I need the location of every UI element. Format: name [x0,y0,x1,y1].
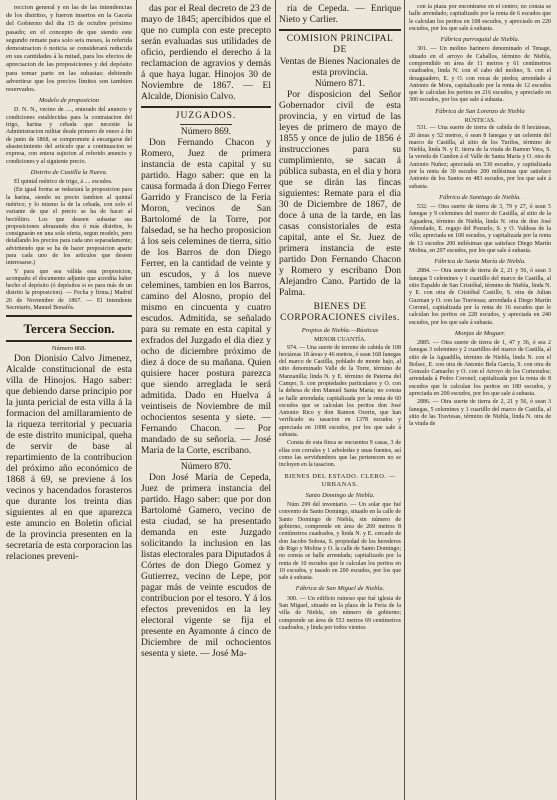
section-heading: Monjas de Moguer. [454,329,506,337]
column-rule [136,0,137,800]
paragraph: 974. — Una suerte de terreno de cabida de 108 hectáreas 18 áreas y 46 metros, ó sean 168 fanegas del marco de Castilla, poblado de monte bajo, al sitio denominado Valle de la Torre, término de Manzanilla; linda N. y E. término de Paterna del Campo, S. con propiedades particulares y O. con la dehesa de don Manuel Santa María; no consta se halle arrendada; capitalizada por la renta de 60 escudos que se calculan los peritos don José Antonio Rico y don Ramon Ocerin, que han verificado su tasacion en 1378 escudos y apreciada en 1008 escudos, por los que sale á subasta. [279,344,401,439]
paragraph: 300. — Un edificio ruinoso que fué iglesia de San Miguel, situado en la plaza de la Feria de la villa de Niebla, sin número de gobierno; comprende un área de 553 metros 69 centímetros cuadrados, y linda por todos vientos [279,595,401,631]
paragraph: reccion general y en las de las intendencias de los distritos, y fueron insertos en la Gaceta del Gobierno del dia 15 de octubre próximo pasado; en el concepto de que siendo este segundo remate para solo seis meses, la referida demostracion ó noticia se considerará reducida en sus cantidades á la mitad, para los efectos de apreciacion de las proposiciones y del depósito para tomar parte en las subastas: debiendo advertirse que los precios límites son tambien reservados. [6,4,132,94]
paragraph: D. N. N., vecino de ...., enterado del anuncio y condiciones establecidas para la contratacion del trigo, harina y cebada que necesite la Administracion militar desde primero de enero á fin de junio de 1868, se compromete á encargarse del abastecimiento del artículo que a continuacion se expresa, con entera sujecion al referido anuncio y condiciones y al siguiente precio. [6,107,132,165]
paragraph: Don Dionisio Calvo Jimenez, Alcalde constitucional de esta villa de Hinojos. Hago saber: que debiendo darse principio por la junta pericial de esta villa á la formacion del amillaramiento de la riqueza territorial y pecuaria de este distrito municipal, queha de servir de base al repartimiento de la contribucion del próximo año económico de 1868 á 69, se previene á los vecinos y hacendados forasteros que durante los treinta dias siguientes al en que aparezca este anuncio en Boletin oficial de la provincia presenten en la secretaría de esta corporacion las relaciones preveni- [6,353,132,562]
section-heading: Fábrica de Santiago de Niebla. [439,193,521,201]
paragraph: 2885. — Otra suerte de tierra de 1, 47 y 36, ó sea 2 fanegas 3 celemines y 2 cuartillos del marco de Castilla, al sitio de la Aguadilla, término de Niebla, linda N. con el Bolsec, E. con otra de Antonio Bela García, S. con otra de Gonzalo Camacho y O. con el Arroyo de los Cortezudos; arrendada á Pedro Coronel; capitalizada por la renta de 8 escudos que le calculan los peritos en 180 escudos, y apreciada en 200 escudos, por los que sale á subasta. [409,340,551,398]
paragraph: 532. — Otra suerte de tierra de 3, 79 y 27, ó sean 5 fanegas y 9 celemines del marco de Castilla, al sitio de la Aguadera, término de Niebla, linda N. otra de don José Abreulado, E. regajo del Pozuelo, S. y O. Valdeas de la villa; apreciada en 100 escudos, y capitalizada por la renta de 13 escudos 200 milésimas que satisface Diego Martín Molina, en 297 escudos, por los que sale á subasta. [409,204,551,254]
paragraph: (En igual forma se redactará la proposicion para la harina, siendo su precio tambien al quintal métrico; y lo mismo la de la cebada, con solo el variante de que el precio se ha de hacer al hectólitro. Los que deseen subastar sus proposiciones abrazando dos ó más distritos, lo consignarán en una sola oferta, segun modelo, pero detallando los precios para cada uno separadamente; advirtiendo que se ha de hacer proposicion aparte para cada uno de los artículos que deseen interesarse.) [6,187,132,267]
section-title: JUZGADOS. [175,111,237,121]
paragraph: El quintal métrico de trigo, á .... escudos. [14,179,113,186]
section-heading: RÚSTICAS. [464,117,496,124]
section-heading: Distrito de Castilla la Nueva. [30,168,108,176]
divider [180,124,232,125]
paragraph: Y para que sea válida esta proposicion, acompaño el documento adjunto que acredita haber hecho el depósito (ó depósitos si es para más de un distrito la proposicion). — Fecha y firma.) Madrid 26 de Noviembre de 1867. — El Intendente Secretario, Manuel Bonafós. [6,268,132,312]
column-2 [141,4,271,796]
column-1 [6,4,132,796]
item-number: Número 871. [314,79,366,89]
item-number: Número 870. [180,462,232,472]
divider [6,315,132,317]
section-heading: Modelo de proposicion [38,97,100,105]
section-heading: BIENES DE CORPORACIONES civiles. [280,302,400,323]
paragraph: 2884. — Otra suerte de tierra de 2, 21 y 56, ó sean 3 fanegas 5 celemines y 1 cuartillo del marco de Castilla, al sitio Espaldo de San Cristóbal, término de Niebla, linda N. y E. con otra de Cristóbal Castillo, S. otra de Julian Guzman y O. con las Traviesas; arrendada á Diego Martín Coronel, capitalizada por la renta de 16 escudos que le calculan los peritos en 228 escudos, y apreciada en 240 escudos, por los que sale á subasta. [409,268,551,326]
column-rule [404,0,405,800]
section-title: Tercera Seccion. [23,321,115,337]
section-heading: Fábrica de San Lorenzo de Niebla [435,107,525,115]
divider [6,340,132,342]
section-heading: Fábrica de Santa María de Niebla. [434,258,526,266]
paragraph: Consta de esta finca se encuentra 9 casas, 3 de ellas con corrales y 1 arboledas y unas fuentes, así como las servidumbres que las pertenecen no se incluyen en la tasacion. [279,440,401,469]
paragraph: das por el Real decreto de 23 de mayo de 1845; apercibidos que el que no cumpla con este precepto serán evaluadas sus utilidades de oficio, perdiendo el derecho á la reclamacion de agravios y demás á que haya lugar. Hinojos 30 de Noviembre de 1867. — El Alcalde, Dionisio Calvo. [141,4,271,102]
paragraph: con la plaza por encontrarse en el centro; no consta se halle arrendado; capitalizado por la renta de 6 escudos que le calculan los peritos en 108 escudos, y apreciado en 220 escudos, por los que sale á subasta. [409,4,551,32]
section-title: COMISION PRINCIPAL DE [286,34,394,55]
divider [141,106,271,108]
paragraph: Núm 299 del inventario. — Un solar que fué convento de Santo Domingo, situado en la calle de Santo Domingo de Niebla, sin número de gobierno, comprende en área de 269 metros 8 centímetros cuadrados, y linda N. y E. cercado de don Jacobo Sobota, S. propiedad de los herederos de Rigo y Molina y O. la calle de Santo Domingo; no consta se halle arrendada; capitalizado por la renta de 10 escudos que le calculan los peritos en 10 escudos, y tasado en 200 escudos, por los que sale á subasta. [279,502,401,582]
section-heading: Propios de Niebla.—Rústicas [301,327,379,334]
section-subtitle: Ventas de Bienes Nacionales de esta provincia. [279,57,401,78]
section-heading: MENOR CUANTÍA. [314,337,366,344]
paragraph: 2886. — Otra suerte de tierra de 2, 21 y 56, ó sean 3 fanegas, 5 celemines y 1 cuartillo del marco de Castilla, al sitio de las Traviesas, término de Niebla, linda N. otra de la viuda de [409,399,551,428]
section-heading: Fábrica de San Miguel de Niebla. [295,585,385,593]
paragraph: ría de Cepeda. — Enrique Nieto y Carlier. [279,4,401,25]
divider [180,459,232,460]
divider [279,29,401,31]
column-4 [409,4,551,796]
paragraph: Por disposicion del Señor Gobernador civil de esta provincia, y en virtud de las leyes de primero de mayo de 1855 y once de julio de 1856 é instrucciones para su cumplimiento, se sacan á pública subasta, en el dia y hora que se dirán las fincas siguientes: Remate para el dia 30 de Diciembre de 1867, de doce á una de la tarde, en las casas consistoriales de esta capital, ante el Sr. Juez de primera instancia de este partido Don Fernando Chacon y Romero y escribano Don Alejandro Cano. Partido de la Palma. [279,90,401,298]
paragraph: 301. — Un molino harinero denominado el Tenage, situado en el arroyo de Caballos, término de Niebla, comprendido en área de 11 metros y 61 centímetros cuadrados, linda N. con el cabo del molino, S. con el desaguadero, E. y O. con rocas de piedra; arrendado á Antonio de Mora, capitalizado por la renta de 12 escudos que le calculan los peritos en 216 escudos, y apreciado en 300 escudos, por los que sale á subasta. [409,46,551,104]
paragraph: 531. — Una suerte de tierra de cabida de 8 hectáreas, 20 áreas y 52 metros, ó sean 8 fanegas y un celemin del marco de Castilla, al sitio de los Turilos, término de Niebla, linda N. y E. tierra de la viuda de Ramon Vera, S. la vereda de Candon á el Valle de Santa María y O. otra de Antonio Nuñez; apreciada en 530 escudos, y capitalizada por la renta de 30 escudos 200 milésimas que satisface Antonio de los Santos en 483 escudos, por los que sale á subasta. [409,125,551,190]
item-number: Número 868. [51,345,87,353]
section-heading: Fábrica parroquial de Niebla. [440,36,520,44]
paragraph: Don José María de Cepeda, Juez de primera instancia del partido. Hago saber: que por don Bartolomé Gamero, vecino de esta ciudad, se ha presentado demanda en este Juzgado solicitando la inclusion en las listas electorales para Diputados á Córtes de don Diego Gomez y Gutierrez, vecino de Lepe, por pagar más de veinte escudos de contribucion por el tesoro. Y á los efectos prevenidos en la ley electoral vigente se fija el presente en Ayamonte á cinco de Diciembre de mil ochocientos sesenta y siete. — José Ma- [141,473,271,659]
column-rule [275,0,276,800]
column-3 [279,4,401,796]
section-heading: BIENES DEL ESTADO. CLERO. —URBANAS. [284,472,396,488]
item-number: Número 869. [180,127,232,137]
paragraph: Don Fernando Chacon y Romero, Juez de primera instancia de esta capital y su partido. Hago saber: que en la causa formada á don Diego Ferrer Garrido y Francisco de la Feria Moron, vecinos de San Bartolomé de la Torre, por falsedad, se ha hecho proposicion á los seis celemines de tierra, sitio de los Barros de don Diego Ferrer, en la cantidad de veinte y un escudos, y á los nueve celemines, tambien en los Barros, camino del Alosno, propio del mismo en cincuenta y cuatro escudos. Admitida, se señalado para su remate en esta capital y exfrados del Juzgado el dia diez y ocho de diciembre próximo de diez á doce de su mañana. Quien quisiere hacer postura parezca que siendo arreglada le será admitida. Dado en Huelva á veintiseis de Noviembre de mil ochocientos sesenta y siete. — Fernando Chacon. — Por mandado de su señoría. — José María de la Corte, escribano. [141,138,271,456]
section-heading: Santo Domingo de Niebla. [305,491,375,499]
